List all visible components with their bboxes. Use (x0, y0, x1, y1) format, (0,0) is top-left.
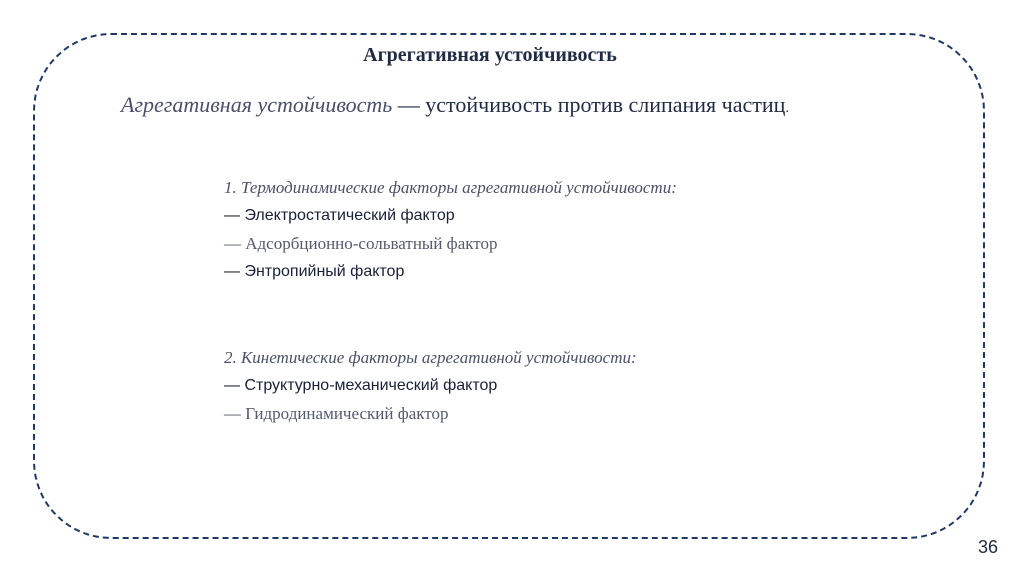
slide-title: Агрегативная устойчивость (363, 44, 617, 66)
page-number: 36 (977, 537, 998, 557)
definition-text: — устойчивость против слипания частиц (392, 92, 786, 117)
thermodynamic-factors-group (224, 174, 677, 286)
list-item: — Энтропийный фактор (224, 263, 405, 280)
list-item: — Электростатический фактор (224, 207, 455, 224)
definition-period: . (785, 101, 789, 116)
definition-term: Агрегативная устойчивость (121, 92, 393, 117)
group-heading: 2. Кинетические факторы агрегативной устойчивости: (224, 348, 637, 367)
list-item: — Структурно-механический фактор (224, 377, 498, 394)
list-item: — Гидродинамический фактор (224, 404, 449, 423)
kinetic-factors-group (224, 344, 637, 428)
list-item: — Адсорбционно-сольватный фактор (224, 234, 498, 253)
definition-line (121, 92, 789, 118)
group-heading: 1. Термодинамические факторы агрегативной устойчивости: (224, 178, 677, 197)
